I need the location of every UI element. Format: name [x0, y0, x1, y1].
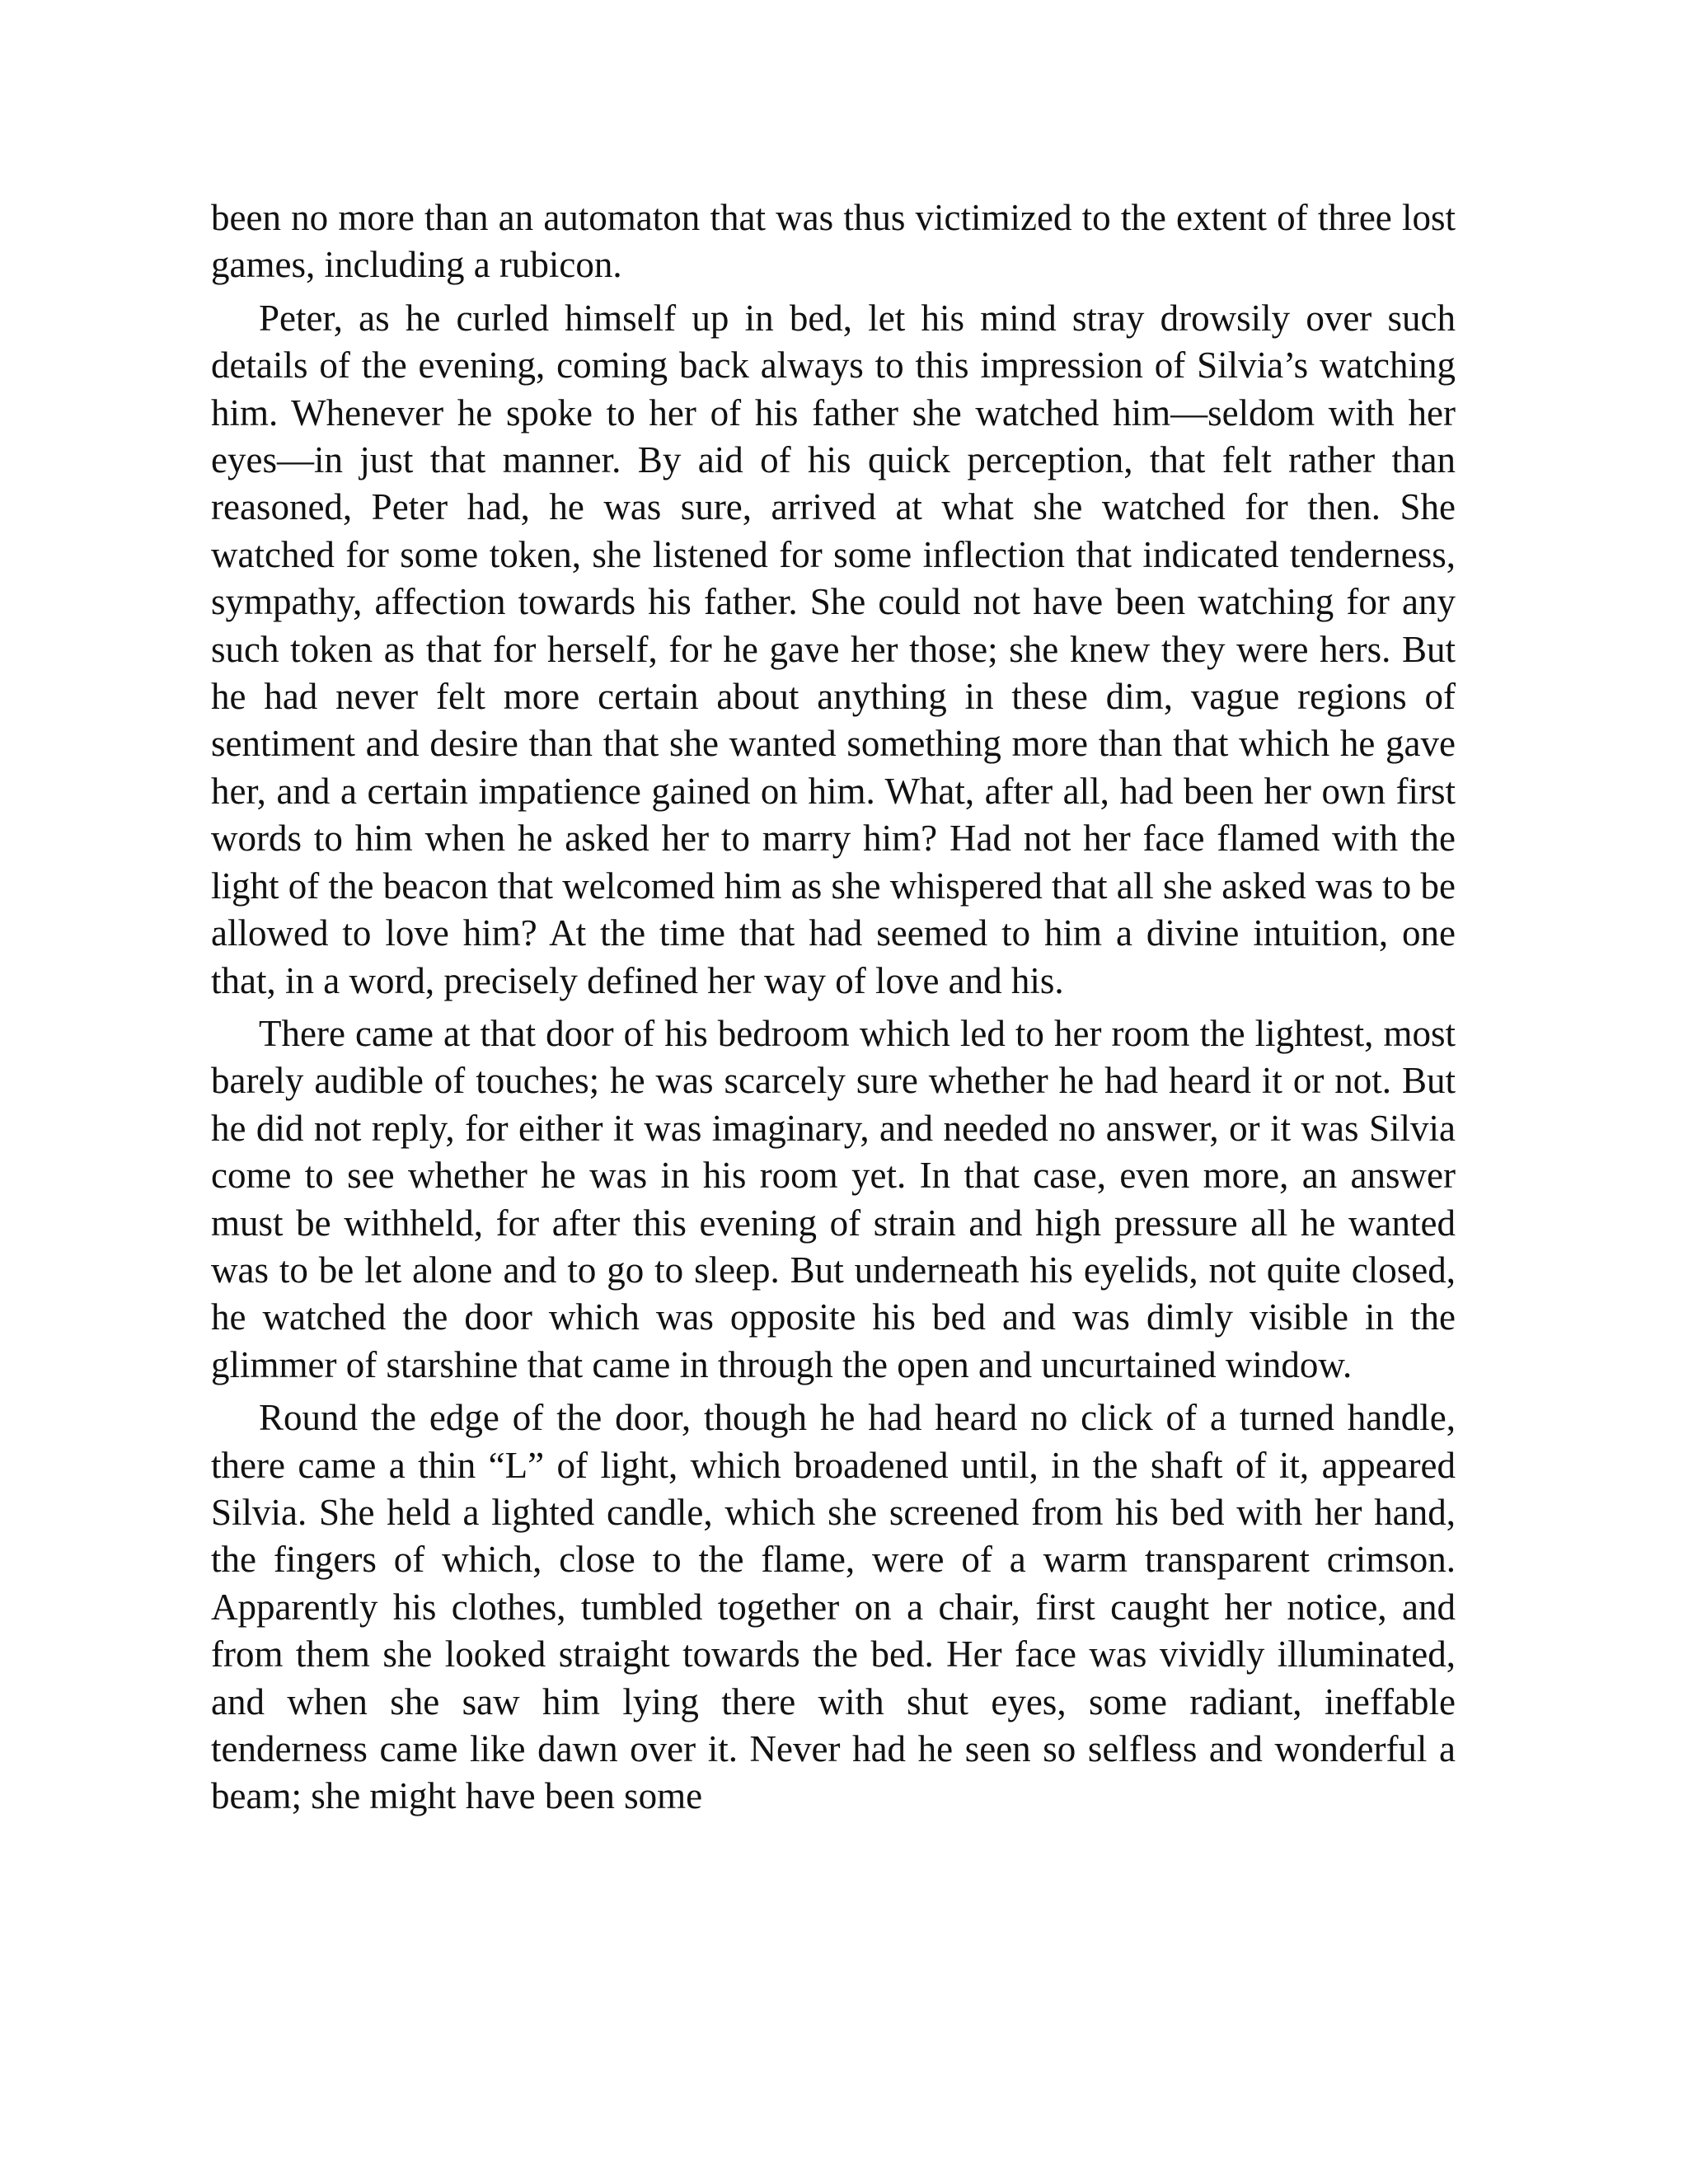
paragraph-door-touch: There came at that door of his bedroom which led to her room the lightest, most barely audible of touches; he was scarcely sure whether he had heard it or not. But he did not reply, for either it was imaginary, and needed no answer, or it was Silvia come to see whether he was in his room yet. In that case, even more, an answer must be withheld, for after this evening of strain and high pressure all he wanted was to be let alone and to go to sleep. But underneath his eyelids, not quite closed, he watched the door which was opposite his bed and was dimly visible in the glimmer of starshine that came in through the open and uncurtained window.	[211, 1012, 1456, 1385]
paragraph-silvia-candle: Round the edge of the door, though he had heard no click of a turned handle, there came a thin “L” of light, which broadened until, in the shaft of it, appeared Silvia. She held a lighted candle, which she screened from his bed with her hand, the fingers of which, close to the flame, were of a warm transparent crimson. Apparently his clothes, tumbled together on a chair, first caught her notice, and from them she looked straight towards the bed. Her face was vividly illuminated, and when she saw him lying there with shut eyes, some radiant, ineffable tenderness came like dawn over it. Never had he seen so selfless and wonderful a beam; she might have been some	[211, 1397, 1456, 1817]
page-body	[211, 194, 1456, 1826]
paragraph-continuation: been no more than an automaton that was thus victimized to the extent of three lost games, including a rubicon.	[211, 197, 1456, 286]
paragraph-peter-drowsy: Peter, as he curled himself up in bed, let his mind stray drowsily over such details of the evening, coming back always to this impression of Silvia’s watching him. Whenever he spoke to her of his father she watched him—seldom with her eyes—in just that manner. By aid of his quick perception, that felt rather than reasoned, Peter had, he was sure, arrived at what she watched for then. She watched for some token, she listened for some inflection that indicated tenderness, sympathy, affection towards his father. She could not have been watching for any such token as that for herself, for he gave her those; she knew they were hers. But he had never felt more certain about anything in these dim, vague regions of sentiment and desire than that she wanted something more than that which he gave her, and a certain impatience gained on him. What, after all, had been her own first words to him when he asked her to marry him? Had not her face flamed with the light of the beacon that welcomed him as she whispered that all she asked was to be allowed to love him? At the time that had seemed to him a divine intuition, one that, in a word, precisely defined her way of love and his.	[211, 297, 1456, 1001]
